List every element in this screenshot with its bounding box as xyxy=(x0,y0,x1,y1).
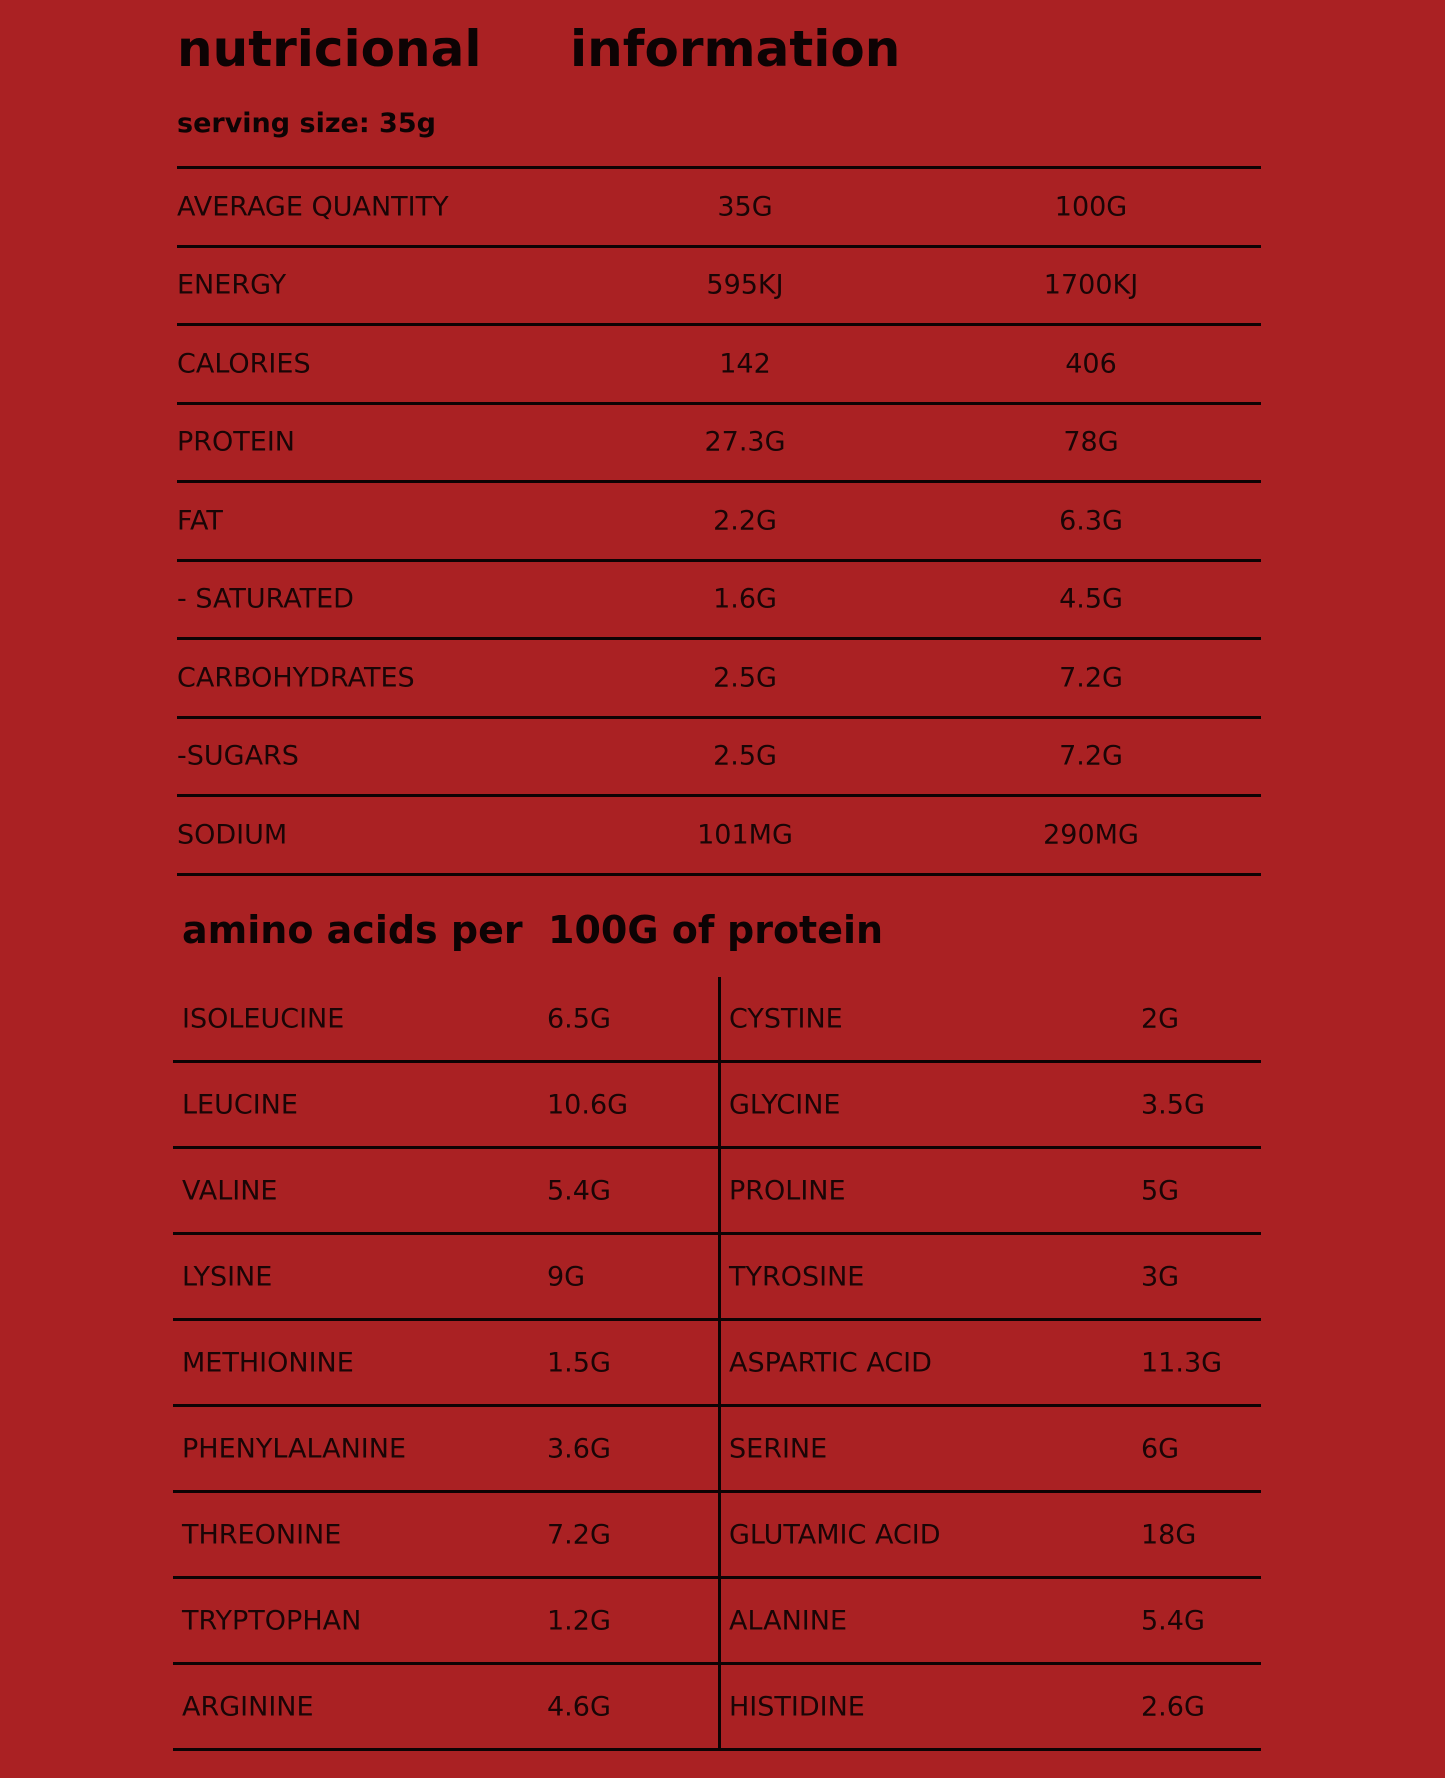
amino-value-left: 10.6G xyxy=(547,1089,629,1120)
amino-value-right: 3.5G xyxy=(1141,1089,1205,1120)
nutrient-label: -SUGARS xyxy=(177,740,299,772)
per-serving-value: 2.5G xyxy=(713,740,777,772)
per-100g-value: 406 xyxy=(1065,348,1117,380)
amino-value-right: 2.6G xyxy=(1141,1691,1205,1722)
amino-name-left: PHENYLALANINE xyxy=(182,1433,407,1464)
table-row xyxy=(173,1407,1261,1493)
nutrient-label: AVERAGE QUANTITY xyxy=(177,191,449,223)
amino-acids-table xyxy=(173,977,1261,1751)
amino-value-right: 18G xyxy=(1141,1519,1197,1550)
amino-value-left: 5.4G xyxy=(547,1175,611,1206)
nutrient-label: CARBOHYDRATES xyxy=(177,662,415,694)
per-serving-value: 1.6G xyxy=(713,583,777,615)
per-serving-value: 142 xyxy=(719,348,771,380)
amino-heading-part-2: 100G of xyxy=(548,908,715,952)
per-serving-value: 101MG xyxy=(697,819,793,851)
nutrient-label: SODIUM xyxy=(177,819,288,851)
amino-name-left: THREONINE xyxy=(182,1519,342,1550)
per-100g-value: 290MG xyxy=(1043,819,1139,851)
per-serving-value: 2.5G xyxy=(713,662,777,694)
per-100g-value: 6.3G xyxy=(1059,505,1123,537)
amino-value-left: 9G xyxy=(547,1261,586,1292)
table-row xyxy=(173,1149,1261,1235)
amino-name-right: HISTIDINE xyxy=(729,1691,865,1722)
amino-name-right: TYROSINE xyxy=(729,1261,865,1292)
table-row xyxy=(177,483,1261,562)
amino-name-left: ISOLEUCINE xyxy=(182,1003,345,1034)
amino-name-right: ASPARTIC ACID xyxy=(729,1347,932,1378)
amino-name-left: LYSINE xyxy=(182,1261,273,1292)
per-100g-value: 4.5G xyxy=(1059,583,1123,615)
table-row xyxy=(177,797,1261,876)
table-row xyxy=(173,1579,1261,1665)
nutrient-label: PROTEIN xyxy=(177,426,296,458)
per-serving-value: 2.2G xyxy=(713,505,777,537)
table-row xyxy=(173,1493,1261,1579)
nutrient-label: - SATURATED xyxy=(177,583,354,615)
table-row xyxy=(173,1665,1261,1751)
per-serving-value: 27.3G xyxy=(704,426,786,458)
amino-name-left: LEUCINE xyxy=(182,1089,298,1120)
amino-name-right: PROLINE xyxy=(729,1175,846,1206)
table-row xyxy=(173,1321,1261,1407)
nutrient-label: FAT xyxy=(177,505,223,537)
nutrition-table xyxy=(177,166,1261,876)
amino-name-left: METHIONINE xyxy=(182,1347,354,1378)
amino-value-left: 4.6G xyxy=(547,1691,611,1722)
table-row xyxy=(173,977,1261,1063)
amino-value-right: 11.3G xyxy=(1141,1347,1223,1378)
per-serving-value: 595KJ xyxy=(706,269,784,301)
per-100g-value: 78G xyxy=(1063,426,1119,458)
amino-value-right: 6G xyxy=(1141,1433,1180,1464)
nutrient-label: ENERGY xyxy=(177,269,287,301)
amino-name-right: ALANINE xyxy=(729,1605,848,1636)
amino-name-left: TRYPTOPHAN xyxy=(182,1605,362,1636)
table-row xyxy=(177,562,1261,641)
amino-name-left: ARGININE xyxy=(182,1691,314,1722)
amino-name-left: VALINE xyxy=(182,1175,278,1206)
amino-value-right: 5.4G xyxy=(1141,1605,1205,1636)
amino-name-right: CYSTINE xyxy=(729,1003,843,1034)
title-information: information xyxy=(570,20,901,78)
amino-name-right: SERINE xyxy=(729,1433,828,1464)
amino-value-right: 2G xyxy=(1141,1003,1180,1034)
table-row xyxy=(177,640,1261,719)
table-row xyxy=(177,248,1261,327)
amino-name-right: GLUTAMIC ACID xyxy=(729,1519,941,1550)
table-row xyxy=(177,719,1261,798)
table-row xyxy=(173,1235,1261,1321)
amino-value-left: 3.6G xyxy=(547,1433,611,1464)
per-100g-value: 100G xyxy=(1054,191,1128,223)
per-serving-value: 35G xyxy=(717,191,773,223)
amino-heading-part-3: protein xyxy=(727,908,884,952)
amino-value-right: 5G xyxy=(1141,1175,1180,1206)
per-100g-value: 1700KJ xyxy=(1043,269,1139,301)
amino-name-right: GLYCINE xyxy=(729,1089,841,1120)
title-nutricional: nutricional xyxy=(177,20,482,78)
per-100g-value: 7.2G xyxy=(1059,662,1123,694)
amino-value-left: 1.2G xyxy=(547,1605,611,1636)
amino-value-left: 1.5G xyxy=(547,1347,611,1378)
amino-value-left: 7.2G xyxy=(547,1519,611,1550)
nutrient-label: CALORIES xyxy=(177,348,311,380)
serving-size: serving size: 35g xyxy=(177,108,436,139)
table-row xyxy=(177,326,1261,405)
amino-heading-part-1: amino acids per xyxy=(182,908,523,952)
table-row xyxy=(177,405,1261,484)
table-row xyxy=(173,1063,1261,1149)
table-row xyxy=(177,169,1261,248)
amino-value-left: 6.5G xyxy=(547,1003,611,1034)
amino-value-right: 3G xyxy=(1141,1261,1180,1292)
per-100g-value: 7.2G xyxy=(1059,740,1123,772)
